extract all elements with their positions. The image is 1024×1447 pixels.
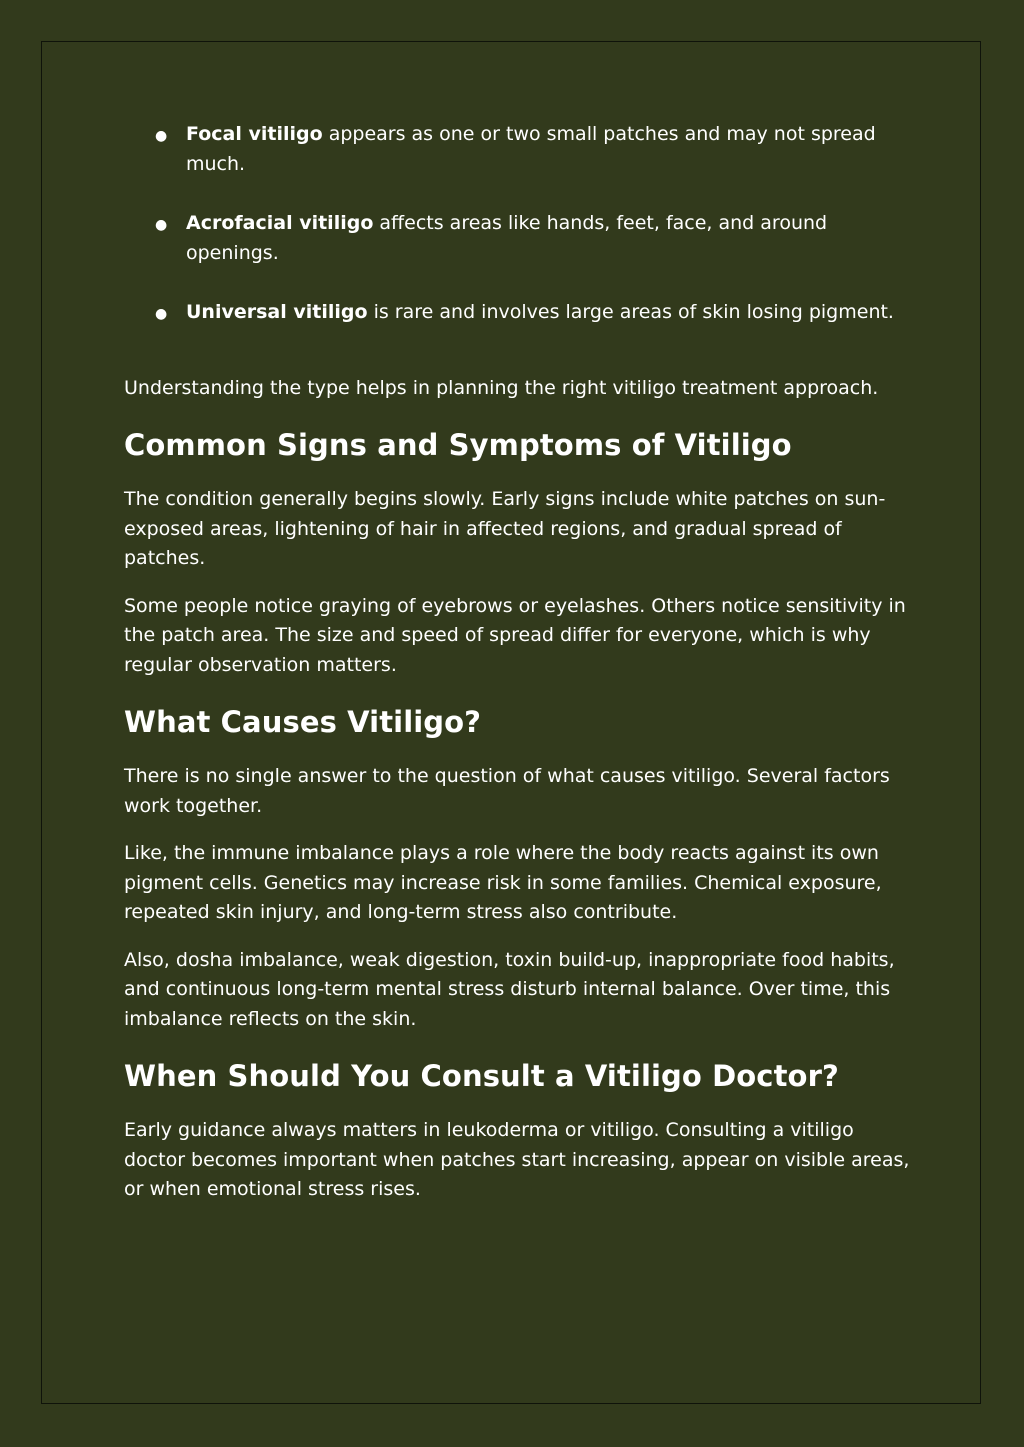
- intro-paragraph: Understanding the type helps in planning the right vitiligo treatment approach.: [124, 376, 879, 399]
- list-item: [124, 120, 914, 179]
- bullet-description: affects areas like hands, feet, face, and around openings.: [186, 212, 828, 264]
- paragraph: The condition generally begins slowly. Early signs include white patches on sun-exposed areas, lightening of hair in affected regions, and gradual spread of patches.: [124, 488, 886, 569]
- bullet-icon: ●: [155, 128, 168, 144]
- list-item: [124, 209, 914, 268]
- bullet-term: Focal vitiligo: [186, 123, 323, 145]
- section-title-signs-symptoms: Common Signs and Symptoms of Vitiligo: [124, 428, 792, 462]
- paragraph: Also, dosha imbalance, weak digestion, toxin build-up, inappropriate food habits, and continuous long-term mental stress disturb internal balance. Over time, this imbalance reflects on the skin.: [124, 948, 895, 1030]
- bullet-description: appears as one or two small patches and may not spread much.: [186, 123, 876, 175]
- bullet-term: Acrofacial vitiligo: [186, 212, 374, 234]
- document-content: [124, 120, 914, 1223]
- bullet-term: Universal vitiligo: [186, 301, 368, 323]
- paragraph: Early guidance always matters in leukoderma or vitiligo. Consulting a vitiligo doctor becomes important when patches start increasing, appear on visible areas, or when emotional stress rises.: [124, 1119, 910, 1200]
- paragraph: Like, the immune imbalance plays a role where the body reacts against its own pigment cells. Genetics may increase risk in some families. Chemical exposure, repeated skin injury, and long-term stress also contribute.: [124, 842, 882, 923]
- list-item: [124, 298, 914, 328]
- section-title-consult-doctor: When Should You Consult a Vitiligo Doctor?: [124, 1059, 839, 1093]
- bullet-icon: ●: [155, 217, 168, 233]
- paragraph: There is no single answer to the question of what causes vitiligo. Several factors work together.: [124, 765, 890, 817]
- paragraph: Some people notice graying of eyebrows or eyelashes. Others notice sensitivity in the patch area. The size and speed of spread differ for everyone, which is why regular observation matters.: [124, 594, 906, 676]
- vitiligo-types-list: [124, 120, 914, 328]
- section-title-causes: What Causes Vitiligo?: [124, 705, 482, 739]
- bullet-description: is rare and involves large areas of skin losing pigment.: [367, 301, 894, 323]
- bullet-icon: ●: [155, 306, 168, 322]
